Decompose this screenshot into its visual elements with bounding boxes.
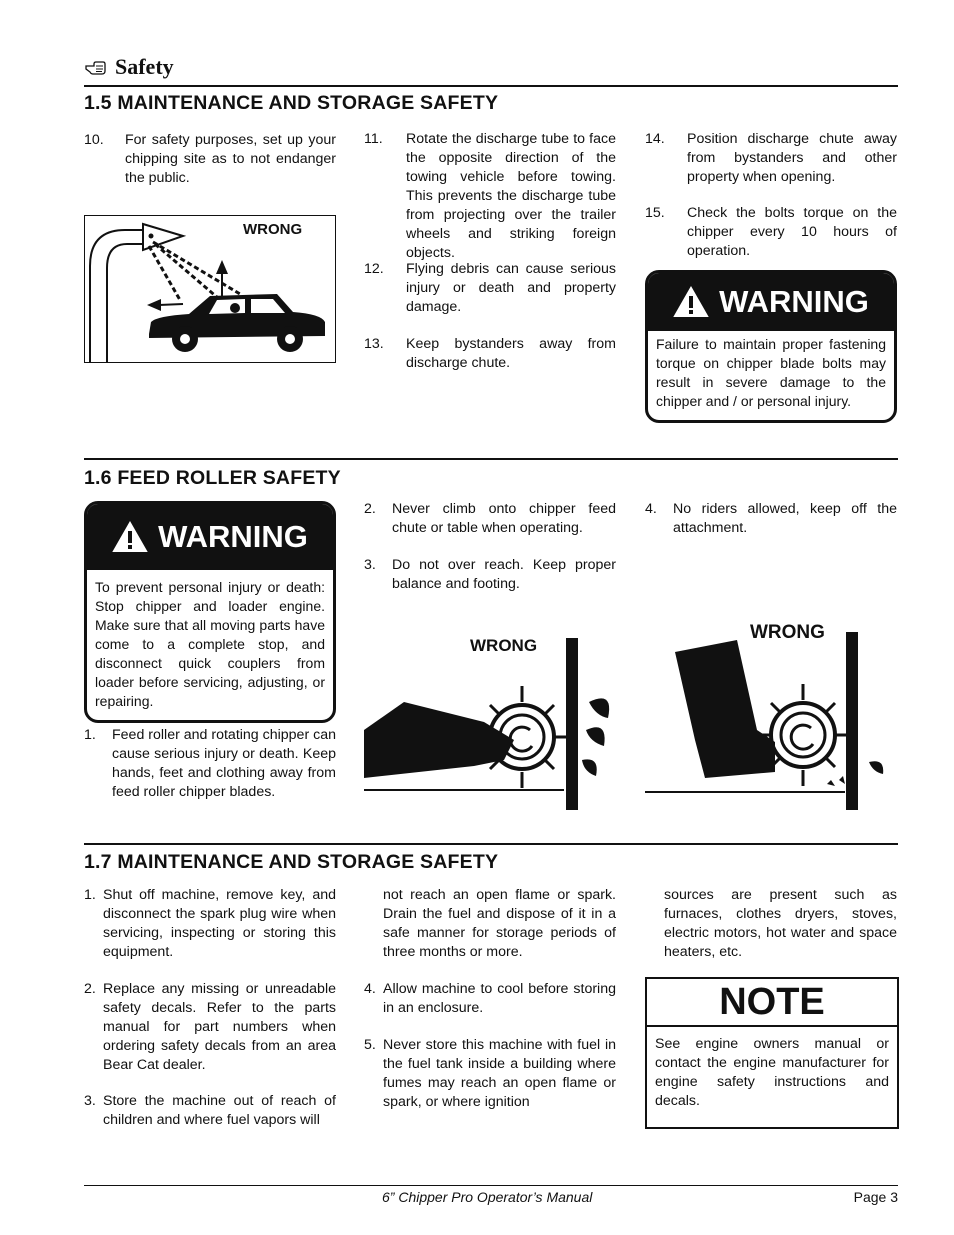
list-item: 11. Rotate the discharge tube to face the opposite direction of the towing vehicle before towing. This prevents the discharge tube from projecting over the trailer wheels and striking foreign objects. bbox=[364, 131, 616, 261]
page-header-title: Safety bbox=[115, 54, 174, 79]
list-item: 2. Never climb onto chipper feed chute or table when operating. bbox=[364, 501, 616, 536]
list-item: 1. Shut off machine, remove key, and disconnect the spark plug wire when servicing, inspecting or storing this equipment. bbox=[84, 887, 336, 960]
list-item: 15. Check the bolts torque on the chipper every 10 hours of operation. bbox=[645, 205, 897, 259]
warning-title: WARNING bbox=[719, 284, 869, 319]
warning-box-feed-roller bbox=[84, 501, 336, 723]
foot-feed-roller-figure bbox=[645, 612, 898, 810]
warning-text: To prevent personal injury or death: Stop chipper and loader engine. Make sure that all moving parts have come to a complete stop, and disconnect quick couplers from loader before servicing, adjusting, or repairing. bbox=[95, 579, 325, 709]
hand-feed-roller-figure bbox=[364, 620, 624, 810]
section-rule bbox=[84, 458, 898, 460]
list-item: 3. Store the machine out of reach of children and where fuel vapors will bbox=[84, 1093, 336, 1128]
warning-triangle-icon bbox=[112, 521, 148, 553]
list-item: 5. Never store this machine with fuel in the fuel tank inside a building where fumes may reach an open flame or spark, or where ignition bbox=[364, 1037, 616, 1110]
figure-label-wrong: WRONG bbox=[470, 636, 538, 655]
list-item: 13. Keep bystanders away from discharge chute. bbox=[364, 336, 616, 371]
pointing-hand-icon bbox=[84, 57, 106, 79]
list-item: 10. For safety purposes, set up your chipping site as to not endanger the public. bbox=[84, 132, 336, 186]
header-rule bbox=[84, 85, 898, 87]
footer-page-number: Page 3 bbox=[853, 1189, 898, 1205]
footer-manual-title: 6” Chipper Pro Operator’s Manual bbox=[382, 1189, 593, 1205]
discharge-wrong-figure bbox=[84, 215, 336, 363]
list-item: 4. Allow machine to cool before storing in an enclosure. bbox=[364, 981, 616, 1016]
list-item-continued: not reach an open flame or spark. Drain the fuel and dispose of it in a safe manner for storage periods of three months or more. bbox=[383, 887, 616, 960]
footer-rule bbox=[84, 1185, 898, 1186]
list-item-continued: sources are present such as furnaces, clothes dryers, stoves, electric motors, hot water and space heaters, etc. bbox=[664, 887, 897, 960]
note-text: See engine owners manual or contact the engine manufacturer for engine safety instructions and decals. bbox=[655, 1036, 889, 1109]
figure-label-wrong: WRONG bbox=[750, 622, 825, 643]
warning-triangle-icon bbox=[673, 286, 709, 318]
section-1-6-title: 1.6 FEED ROLLER SAFETY bbox=[84, 467, 341, 489]
section-1-7-title: 1.7 MAINTENANCE AND STORAGE SAFETY bbox=[84, 851, 499, 873]
section-1-5-title: 1.5 MAINTENANCE AND STORAGE SAFETY bbox=[84, 92, 499, 114]
note-box bbox=[645, 977, 899, 1129]
list-item: 1. Feed roller and rotating chipper can cause serious injury or death. Keep hands, feet and clothing away from feed roller chipper blades. bbox=[84, 727, 336, 800]
warning-box-torque bbox=[645, 270, 897, 423]
section-rule bbox=[84, 843, 898, 845]
warning-title: WARNING bbox=[158, 519, 308, 554]
list-item: 4. No riders allowed, keep off the attachment. bbox=[645, 501, 897, 536]
list-item: 12. Flying debris can cause serious injury or death and property damage. bbox=[364, 261, 616, 315]
list-item: 14. Position discharge chute away from bystanders and other property when opening. bbox=[645, 131, 897, 185]
list-item: 2. Replace any missing or unreadable safety decals. Refer to the parts manual for part numbers when ordering safety decals from an area Bear Cat dealer. bbox=[84, 981, 336, 1073]
note-title: NOTE bbox=[647, 979, 897, 1027]
figure-label-wrong: WRONG bbox=[243, 221, 303, 238]
list-item: 3. Do not over reach. Keep proper balance and footing. bbox=[364, 557, 616, 592]
warning-text: Failure to maintain proper fastening torque on chipper blade bolts may result in severe damage to the chipper and / or personal injury. bbox=[656, 336, 886, 409]
